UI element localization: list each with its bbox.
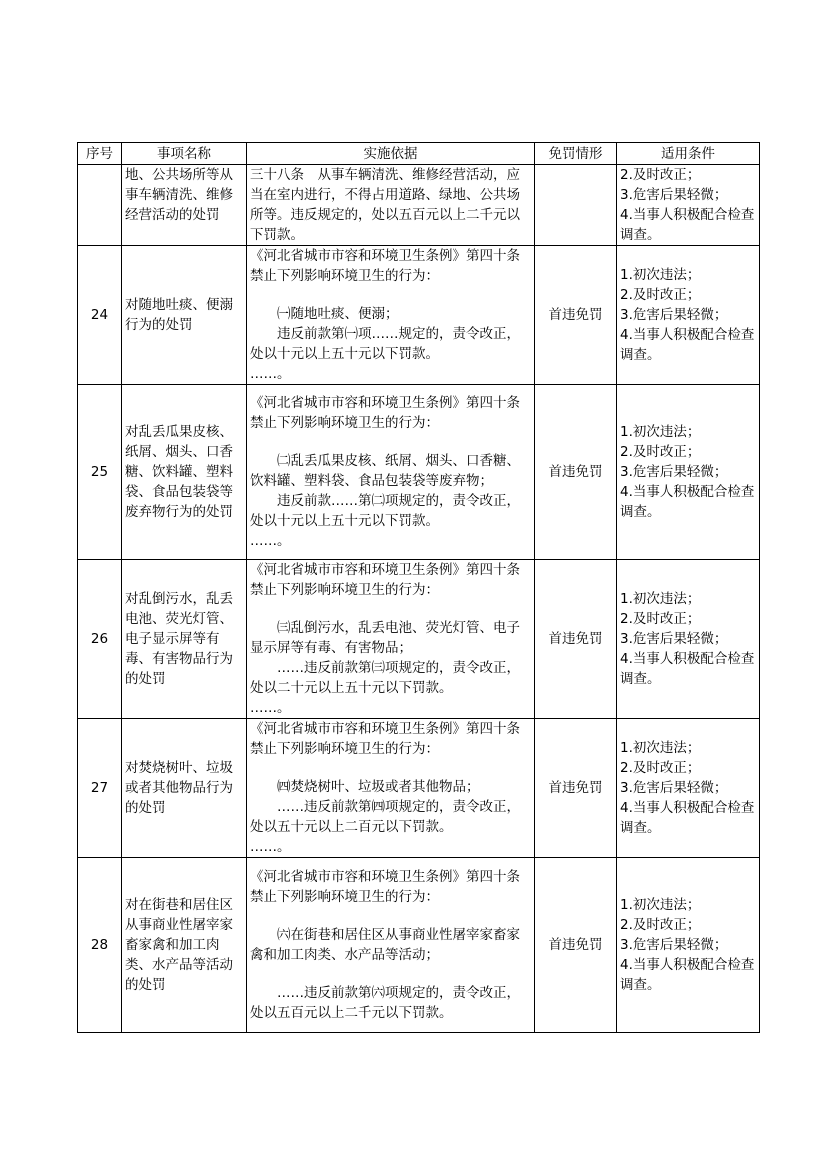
cell-basis (247, 385, 535, 560)
condition-item: 1.初次违法； (620, 424, 701, 440)
condition-item: 2.及时改正； (620, 167, 701, 183)
condition-item: 2.及时改正； (620, 287, 701, 303)
cell-name: 对乱倒污水，乱丢电池、荧光灯管、电子显示屏等有毒、有害物品行为的处罚 (122, 560, 247, 719)
cell-name: 对随地吐痰、便溺行为的处罚 (122, 246, 247, 385)
condition-item: 2.及时改正； (620, 444, 701, 460)
table-row (78, 560, 760, 719)
cell-conditions (617, 385, 760, 560)
cell-basis (247, 719, 535, 858)
basis-penalty: ……违反前款第㈢项规定的，责令改正，处以二十元以上五十元以下罚款。 (250, 660, 520, 696)
condition-item: 4.当事人积极配合检查调查。 (620, 651, 755, 687)
cell-exempt: 首违免罚 (535, 560, 617, 719)
cell-name: 对乱丢瓜果皮核、纸屑、烟头、口香糖、饮料罐、塑料袋、食品包装袋等废弃物行为的处罚 (122, 385, 247, 560)
cell-no: 26 (78, 560, 122, 719)
basis-head: 《河北省城市市容和环境卫生条例》第四十条 禁止下列影响环境卫生的行为： (250, 562, 534, 598)
cell-exempt: 首违免罚 (535, 385, 617, 560)
condition-item: 1.初次违法； (620, 267, 701, 283)
table-row (78, 385, 760, 560)
condition-item: 4.当事人积极配合检查调查。 (620, 327, 755, 363)
condition-item: 3.危害后果轻微； (620, 307, 728, 323)
cell-basis (247, 858, 535, 1033)
condition-item: 2.及时改正； (620, 611, 701, 627)
cell-exempt: 首违免罚 (535, 246, 617, 385)
basis-head: 《河北省城市市容和环境卫生条例》第四十条 禁止下列影响环境卫生的行为： (250, 248, 534, 284)
cell-name: 对焚烧树叶、垃圾或者其他物品行为的处罚 (122, 719, 247, 858)
basis-tail: ……。 (250, 533, 291, 549)
cell-conditions (617, 246, 760, 385)
cell-exempt: 首违免罚 (535, 858, 617, 1033)
condition-item: 1.初次违法； (620, 897, 701, 913)
condition-item: 1.初次违法； (620, 740, 701, 756)
condition-item: 3.危害后果轻微； (620, 937, 728, 953)
basis-head: 《河北省城市市容和环境卫生条例》第四十条 禁止下列影响环境卫生的行为： (250, 721, 534, 757)
cell-exempt (535, 165, 617, 246)
cell-basis (247, 246, 535, 385)
basis-tail: ……。 (250, 700, 291, 716)
cell-name: 对在街巷和居住区从事商业性屠宰家畜家禽和加工肉类、水产品等活动的处罚 (122, 858, 247, 1033)
condition-item: 1.初次违法； (620, 591, 701, 607)
table-row (78, 246, 760, 385)
basis-head: 《河北省城市市容和环境卫生条例》第四十条 禁止下列影响环境卫生的行为： (250, 395, 534, 431)
condition-item: 3.危害后果轻微； (620, 631, 728, 647)
header-no: 序号 (78, 143, 122, 165)
condition-item: 4.当事人积极配合检查调查。 (620, 957, 755, 993)
basis-penalty: 违反前款第㈠项……规定的，责令改正，处以十元以上五十元以下罚款。 (250, 326, 520, 362)
table-header-row (78, 143, 760, 165)
basis-text: 三十八条 从事车辆清洗、维修经营活动，应当在室内进行，不得占用道路、绿地、公共场所等。违反规定的，处以五百元以上二千元以下罚款。 (250, 167, 520, 243)
cell-conditions (617, 165, 760, 246)
cell-no: 24 (78, 246, 122, 385)
condition-item: 2.及时改正； (620, 917, 701, 933)
header-name: 事项名称 (122, 143, 247, 165)
basis-head: 《河北省城市市容和环境卫生条例》第四十条 禁止下列影响环境卫生的行为： (250, 869, 534, 905)
table-row (78, 858, 760, 1033)
condition-item: 4.当事人积极配合检查调查。 (620, 207, 755, 243)
condition-item: 4.当事人积极配合检查调查。 (620, 800, 755, 836)
basis-item: ㈥在街巷和居住区从事商业性屠宰家畜家禽和加工肉类、水产品等活动； (250, 927, 520, 963)
basis-penalty: ……违反前款第㈥项规定的，责令改正，处以五百元以上二千元以下罚款。 (250, 985, 520, 1021)
condition-item: 3.危害后果轻微； (620, 780, 728, 796)
basis-penalty: ……违反前款第㈣项规定的，责令改正，处以五十元以上二百元以下罚款。 (250, 799, 520, 835)
condition-item: 4.当事人积极配合检查调查。 (620, 484, 755, 520)
cell-no (78, 165, 122, 246)
cell-no: 28 (78, 858, 122, 1033)
cell-conditions (617, 560, 760, 719)
cell-no: 27 (78, 719, 122, 858)
basis-item: ㈠随地吐痰、便溺； (277, 306, 399, 322)
table-row (78, 719, 760, 858)
basis-item: ㈡乱丢瓜果皮核、纸屑、烟头、口香糖、饮料罐、塑料袋、食品包装袋等废弃物； (250, 453, 520, 489)
cell-conditions (617, 858, 760, 1033)
header-conditions: 适用条件 (617, 143, 760, 165)
condition-item: 2.及时改正； (620, 760, 701, 776)
condition-item: 3.危害后果轻微； (620, 187, 728, 203)
cell-name: 地、公共场所等从事车辆清洗、维修经营活动的处罚 (122, 165, 247, 246)
basis-item: ㈣焚烧树叶、垃圾或者其他物品； (277, 779, 480, 795)
basis-item: ㈢乱倒污水，乱丢电池、荧光灯管、电子显示屏等有毒、有害物品； (250, 620, 520, 656)
cell-exempt: 首违免罚 (535, 719, 617, 858)
basis-tail: ……。 (250, 839, 291, 855)
header-exempt: 免罚情形 (535, 143, 617, 165)
cell-conditions (617, 719, 760, 858)
basis-tail: ……。 (250, 366, 291, 382)
cell-no: 25 (78, 385, 122, 560)
table-row-continuation (78, 165, 760, 246)
cell-basis (247, 165, 535, 246)
cell-basis (247, 560, 535, 719)
penalty-exemption-table (77, 142, 760, 1033)
condition-item: 3.危害后果轻微； (620, 464, 728, 480)
basis-penalty: 违反前款……第㈡项规定的，责令改正，处以十元以上五十元以下罚款。 (250, 493, 520, 529)
header-basis: 实施依据 (247, 143, 535, 165)
